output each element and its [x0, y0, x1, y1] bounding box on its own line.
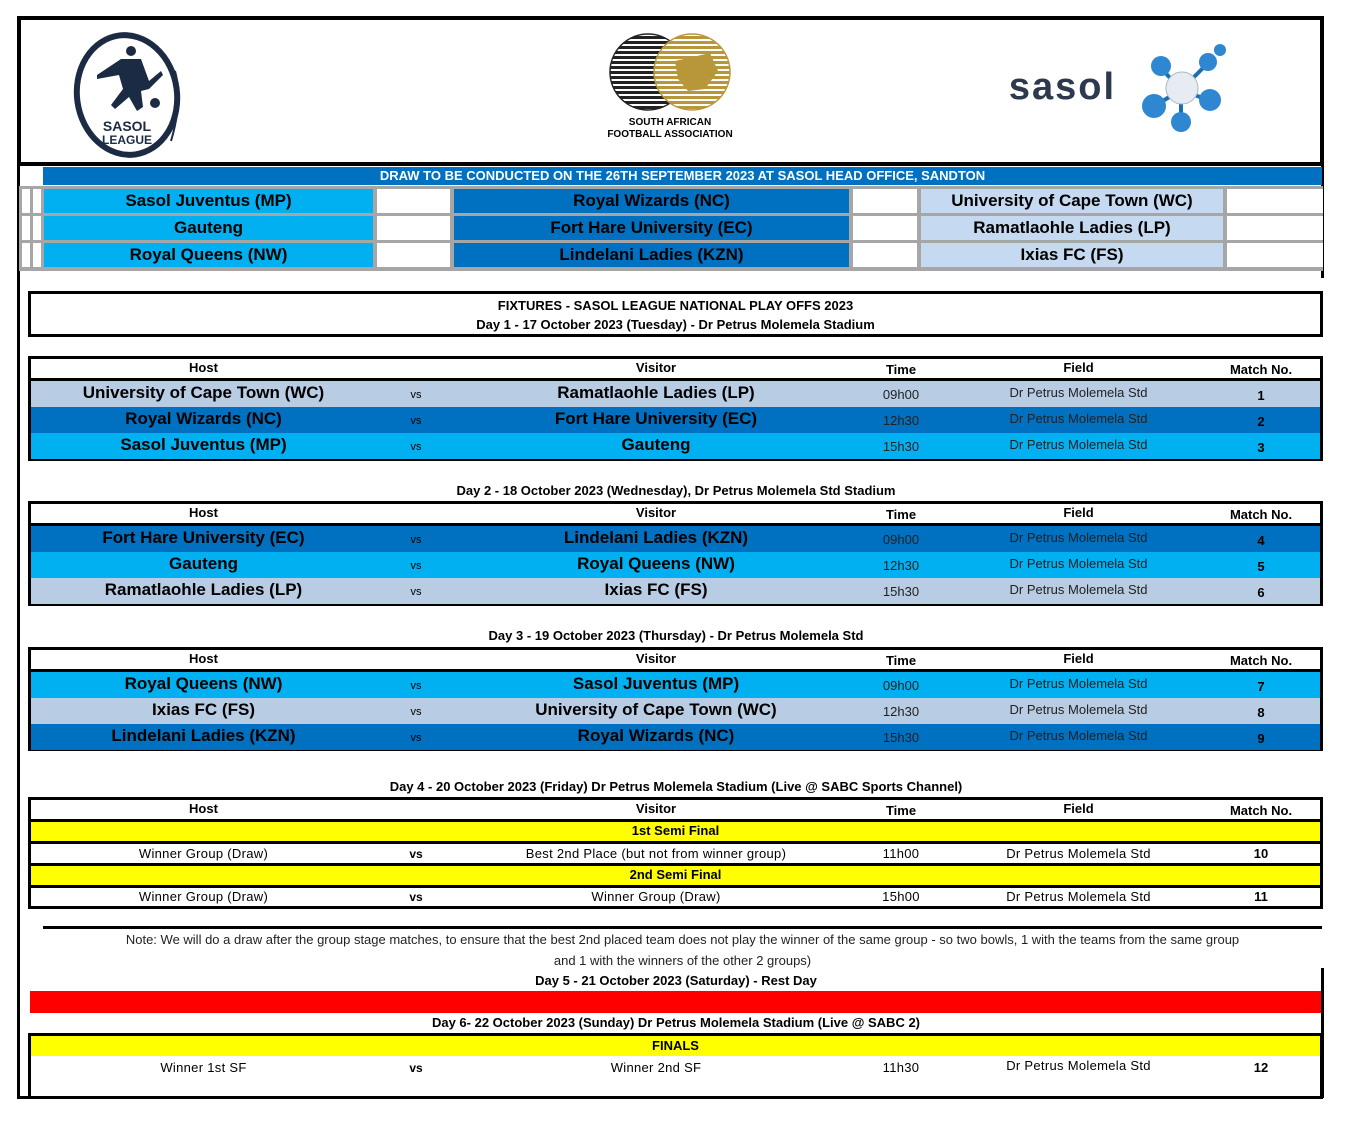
match-field: Dr Petrus Molemela Std: [1009, 411, 1148, 426]
day2-table: [28, 501, 1323, 606]
match-field: Dr Petrus Molemela Std: [1009, 582, 1148, 597]
group-a-team: Sasol Juventus (MP): [44, 189, 373, 213]
match-number: 1: [1257, 388, 1265, 403]
group-spacer: [33, 243, 41, 267]
visitor-team: Winner 2nd SF: [610, 1060, 702, 1075]
group-c-blank: [1227, 189, 1323, 213]
match-row: [31, 724, 1320, 750]
col-time: Time: [885, 653, 917, 668]
group-b-team: Fort Hare University (EC): [454, 216, 849, 240]
host-team: Royal Queens (NW): [124, 674, 283, 693]
match-field: Dr Petrus Molemela Std: [1009, 437, 1148, 452]
groups-grid: [19, 186, 1323, 271]
vs-label: vs: [410, 706, 422, 718]
visitor-team: Lindelani Ladies (KZN): [563, 528, 749, 547]
col-field: Field: [1063, 651, 1094, 666]
group-b-team: Royal Wizards (NC): [454, 189, 849, 213]
table-header: [31, 650, 1320, 669]
group-b-blank: [853, 243, 917, 267]
sasol-league-logo: [70, 30, 190, 162]
match-time: 12h30: [882, 413, 920, 428]
match-time: 09h00: [882, 532, 920, 547]
match-row: [31, 888, 1320, 906]
vs-label: vs: [409, 847, 423, 861]
day4-title: Day 4 - 20 October 2023 (Friday) Dr Petrus Molemela Stadium (Live @ SABC Sports Channel): [389, 779, 963, 794]
visitor-team: Fort Hare University (EC): [554, 409, 758, 428]
col-match-no: Match No.: [1229, 362, 1293, 377]
match-row: [31, 433, 1320, 459]
host-team: Lindelani Ladies (KZN): [111, 726, 296, 745]
match-number: 11: [1254, 889, 1268, 904]
header-divider: [17, 162, 1324, 166]
fixtures-title: FIXTURES - SASOL LEAGUE NATIONAL PLAY OFFS 2023: [497, 298, 854, 313]
group-spacer: [22, 216, 30, 240]
match-row: [31, 407, 1320, 433]
match-row: [31, 526, 1320, 552]
match-number: 10: [1253, 846, 1269, 861]
col-field: Field: [1063, 360, 1094, 375]
vs-label: vs: [410, 441, 422, 453]
group-c-blank: [1227, 216, 1323, 240]
match-time: 11h30: [882, 1060, 920, 1075]
stage-row-semi1: [31, 822, 1320, 841]
note-line-2: and 1 with the winners of the other 2 groups): [553, 953, 812, 968]
visitor-team: Royal Wizards (NC): [577, 726, 735, 745]
col-time: Time: [885, 507, 917, 522]
vs-label: vs: [409, 890, 423, 904]
group-c-team: University of Cape Town (WC): [921, 189, 1223, 213]
col-host: Host: [189, 801, 218, 816]
match-time: 09h00: [882, 387, 920, 402]
draw-note: [43, 929, 1322, 971]
col-host: Host: [189, 505, 218, 520]
group-spacer: [33, 189, 41, 213]
host-team: Gauteng: [169, 554, 238, 573]
host-team: Winner Group (Draw): [138, 846, 269, 861]
col-time: Time: [885, 362, 917, 377]
table-header: [31, 800, 1320, 819]
group-a-team: Royal Queens (NW): [44, 243, 373, 267]
vs-label: vs: [409, 1061, 423, 1075]
host-team: Royal Wizards (NC): [125, 409, 282, 428]
match-row: [31, 698, 1320, 724]
day1-table: [28, 356, 1323, 461]
col-match-no: Match No.: [1229, 653, 1293, 668]
match-number: 2: [1257, 414, 1265, 429]
group-a-team: Gauteng: [44, 216, 373, 240]
group-a-blank: [377, 216, 450, 240]
page-bottom-border: [17, 1096, 31, 1099]
host-team: Fort Hare University (EC): [102, 528, 305, 547]
match-row: [31, 552, 1320, 578]
sasol-league-crest-icon: [71, 31, 189, 161]
visitor-team: University of Cape Town (WC): [535, 700, 777, 719]
day3-table: [28, 647, 1323, 751]
col-host: Host: [189, 360, 218, 375]
day4-table: [28, 797, 1323, 909]
col-visitor: Visitor: [635, 505, 677, 520]
sasol-logo: [980, 40, 1260, 135]
match-time: 15h30: [882, 584, 920, 599]
vs-label: vs: [410, 389, 422, 401]
match-number: 5: [1257, 559, 1265, 574]
safa-logo: [585, 30, 755, 142]
group-c-team: Ramatlaohle Ladies (LP): [921, 216, 1223, 240]
day5-title: Day 5 - 21 October 2023 (Saturday) - Rest Day: [535, 973, 817, 988]
group-b-blank: [853, 216, 917, 240]
match-field: Dr Petrus Molemela Std: [1009, 676, 1148, 691]
svg-text:SASOL: SASOL: [102, 118, 152, 134]
day3-title: Day 3 - 19 October 2023 (Thursday) - Dr Petrus Molemela Std: [488, 628, 864, 643]
match-field: Dr Petrus Molemela Std: [1006, 846, 1151, 861]
visitor-team: Winner Group (Draw): [591, 889, 721, 904]
match-row: [31, 578, 1320, 604]
match-row: [31, 1058, 1320, 1080]
group-spacer: [22, 243, 30, 267]
visitor-team: Best 2nd Place (but not from winner group): [525, 846, 787, 861]
match-time: 15h30: [882, 439, 920, 454]
host-team: Sasol Juventus (MP): [120, 435, 287, 454]
visitor-team: Sasol Juventus (MP): [572, 674, 740, 693]
group-spacer: [33, 216, 41, 240]
match-number: 7: [1257, 679, 1265, 694]
visitor-team: Ixias FC (FS): [604, 580, 708, 599]
match-time: 12h30: [882, 704, 920, 719]
visitor-team: Royal Queens (NW): [577, 554, 735, 573]
day6-table: [28, 1033, 1323, 1099]
match-time: 11h00: [882, 846, 920, 861]
day2-title: Day 2 - 18 October 2023 (Wednesday), Dr Petrus Molemela Std Stadium: [456, 483, 896, 498]
page-left-border: [17, 166, 20, 1098]
match-number: 6: [1257, 585, 1265, 600]
stage-label: 2nd Semi Final: [629, 867, 722, 882]
match-field: Dr Petrus Molemela Std: [1006, 889, 1151, 904]
group-a-blank: [377, 243, 450, 267]
rest-day-bar: [30, 991, 1322, 1013]
vs-label: vs: [410, 415, 422, 427]
host-team: Winner 1st SF: [160, 1060, 247, 1075]
host-team: University of Cape Town (WC): [82, 383, 325, 402]
col-visitor: Visitor: [635, 651, 677, 666]
day6-title: Day 6- 22 October 2023 (Sunday) Dr Petrus Molemela Stadium (Live @ SABC 2): [431, 1015, 921, 1030]
group-b-blank: [853, 189, 917, 213]
match-row: [31, 844, 1320, 863]
host-team: Ixias FC (FS): [152, 700, 255, 719]
visitor-team: Ramatlaohle Ladies (LP): [557, 383, 755, 402]
fixtures-title-box: [28, 291, 1323, 337]
match-field: Dr Petrus Molemela Std: [1009, 385, 1148, 400]
group-b-team: Lindelani Ladies (KZN): [454, 243, 849, 267]
vs-label: vs: [410, 586, 422, 598]
col-match-no: Match No.: [1229, 803, 1293, 818]
match-time: 12h30: [882, 558, 920, 573]
match-time: 15h00: [882, 889, 920, 904]
col-field: Field: [1063, 505, 1094, 520]
col-host: Host: [189, 651, 218, 666]
group-c-blank: [1227, 243, 1323, 267]
stage-label: FINALS: [652, 1038, 699, 1053]
group-spacer: [22, 189, 30, 213]
match-field: Dr Petrus Molemela Std: [1009, 702, 1148, 717]
match-time: 15h30: [882, 730, 920, 745]
match-time: 09h00: [882, 678, 920, 693]
match-number: 3: [1257, 440, 1265, 455]
col-visitor: Visitor: [635, 360, 677, 375]
match-field: Dr Petrus Molemela Std: [1006, 1058, 1151, 1073]
group-a-blank: [377, 189, 450, 213]
visitor-team: Gauteng: [621, 435, 691, 454]
stage-row-semi2: [31, 866, 1320, 885]
match-field: Dr Petrus Molemela Std: [1009, 556, 1148, 571]
group-c-team: Ixias FC (FS): [921, 243, 1223, 267]
sasol-wordmark: sasol: [1008, 66, 1117, 108]
table-header: [31, 504, 1320, 523]
safa-line1: SOUTH AFRICAN: [628, 117, 712, 128]
note-line-1: Note: We will do a draw after the group stage matches, to ensure that the best 2nd placed team does not play the winner of the same group - so two bowls, 1 with the teams from the same group: [125, 932, 1240, 947]
table-header: [31, 359, 1320, 378]
svg-text:LEAGUE: LEAGUE: [101, 133, 153, 147]
safa-emblem-icon: [600, 31, 740, 113]
sasol-molecule-icon: [1136, 40, 1231, 135]
match-row: [31, 381, 1320, 407]
vs-label: vs: [410, 560, 422, 572]
col-match-no: Match No.: [1229, 507, 1293, 522]
match-field: Dr Petrus Molemela Std: [1009, 728, 1148, 743]
match-number: 8: [1257, 705, 1265, 720]
vs-label: vs: [410, 534, 422, 546]
match-number: 9: [1257, 731, 1265, 746]
vs-label: vs: [410, 732, 422, 744]
match-number: 12: [1253, 1060, 1269, 1075]
host-team: Ramatlaohle Ladies (LP): [104, 580, 303, 599]
day1-title: Day 1 - 17 October 2023 (Tuesday) - Dr Petrus Molemela Stadium: [476, 317, 875, 332]
match-field: Dr Petrus Molemela Std: [1009, 530, 1148, 545]
stage-label: 1st Semi Final: [631, 823, 720, 838]
match-number: 4: [1257, 533, 1265, 548]
col-time: Time: [885, 803, 917, 818]
host-team: Winner Group (Draw): [138, 889, 269, 904]
stage-row-finals: [31, 1036, 1320, 1056]
col-field: Field: [1063, 801, 1094, 816]
col-visitor: Visitor: [635, 801, 677, 816]
match-row: [31, 672, 1320, 698]
safa-line2: FOOTBALL ASSOCIATION: [607, 129, 733, 140]
draw-announcement-banner: DRAW TO BE CONDUCTED ON THE 26TH SEPTEMBER 2023 AT SASOL HEAD OFFICE, SANDTON: [43, 167, 1322, 185]
vs-label: vs: [410, 680, 422, 692]
